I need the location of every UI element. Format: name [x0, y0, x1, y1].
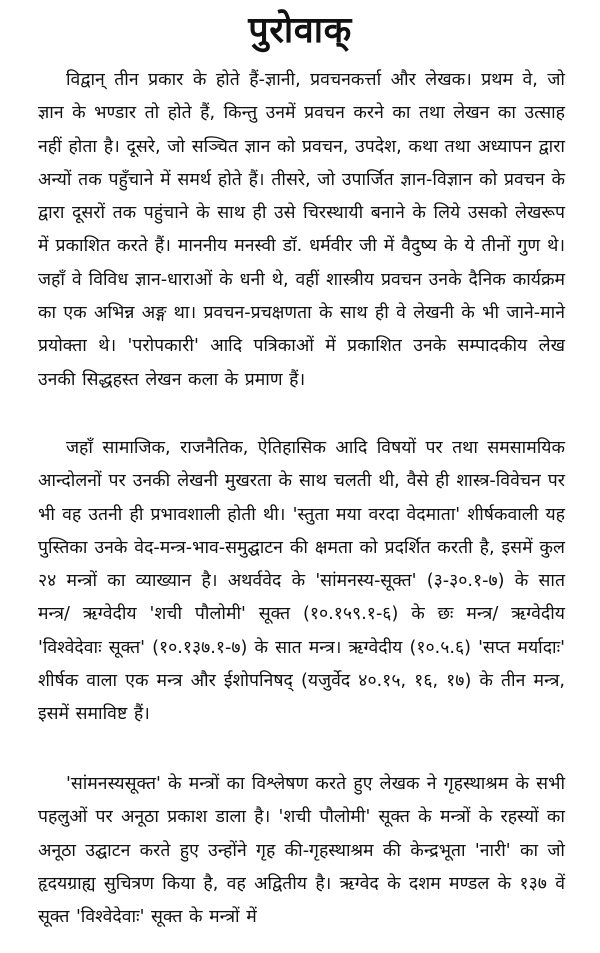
paragraph-3: 'सांमनस्यसूक्त' के मन्त्रों का विश्लेषण करते हुए लेखक ने गृहस्थाश्रम के सभी पहलुओं पर अनूठा प्रकाश डाला है। 'शची पौलोमी' सूक्त के मन्त्रों के रहस्यों का अनूठा उद्घाटन करते हुए उन्होंने गृह की-गृहस्थाश्रम की केन्द्रभूता 'नारी' का जो हृदयग्राह्य सुचित्रण किया है, वह अद्वितीय है। ऋग्वेद के दशम मण्डल के १३७ वें सूक्त 'विश्वेदेवाः' सूक्त के मन्त्रों में [38, 774, 565, 928]
paragraph-1: विद्वान् तीन प्रकार के होते हैं-ज्ञानी, प्रवचनकर्त्ता और लेखक। प्रथम वे, जो ज्ञान के भण्डार तो होते हैं, किन्तु उनमें प्रवचन करने का तथा लेखन का उत्साह नहीं होता है। दूसरे, जो सञ्चित ज्ञान को प्रवचन, उपदेश, कथा तथा अध्यापन द्वारा अन्यों तक पहुँचाने में समर्थ होते हैं। तीसरे, जो उपार्जित ज्ञान-विज्ञान को प्रवचन के द्वारा दूसरों तक पहुंचाने के साथ ही उसे चिरस्थायी बनाने के लिये उसको लेखरूप में प्रकाशित करते हैं। माननीय मनस्वी डॉ. धर्मवीर जी में वैदुष्य के ये तीनों गुण थे। जहाँ वे विविध ज्ञान-धाराओं के धनी थे, वहीं शास्त्रीय प्रवचन उनके दैनिक कार्यक्रम का एक अभिन्न अङ्ग था। प्रवचन-प्रचक्षणता के साथ ही वे लेखनी के भी जाने-माने प्रयोक्ता थे। 'परोपकारी' आदि पत्रिकाओं में प्रकाशित उनके सम्पादकीय लेख उनकी सिद्धहस्त लेखन कला के प्रमाण हैं। [38, 70, 565, 390]
paragraph-2: जहाँ सामाजिक, राजनैतिक, ऐतिहासिक आदि विषयों पर तथा समसामयिक आन्दोलनों पर उनकी लेखनी मुखरता के साथ चलती थी, वैसे ही शास्त्र-विवेचन पर भी वह उतनी ही प्रभावशाली होती थी। 'स्तुता मया वरदा वेदमाता' शीर्षकवाली यह पुस्तिका उनके वेद-मन्त्र-भाव-समुद्घाटन की क्षमता को प्रदर्शित करती है, इसमें कुल २४ मन्त्रों का व्याख्यान है। अथर्ववेद के 'सांमनस्य-सूक्त' (३-३०.१-७) के सात मन्त्र/ ऋग्वेदीय 'शची पौलोमी' सूक्त (१०.१५९.१-६) के छः मन्त्र/ ऋग्वेदीय 'विश्वेदेवाः सूक्त' (१०.१३७.१-७) के सात मन्त्र। ऋग्वेदीय (१०.५.६) 'सप्त मर्यादाः' शीर्षक वाला एक मन्त्र और ईशोपनिषद् (यजुर्वेद ४०.१५, १६, १७) के तीन मन्त्र, इसमें समाविष्ट हैं। [38, 438, 565, 725]
page-title: पुरोवाक् [248, 10, 352, 51]
